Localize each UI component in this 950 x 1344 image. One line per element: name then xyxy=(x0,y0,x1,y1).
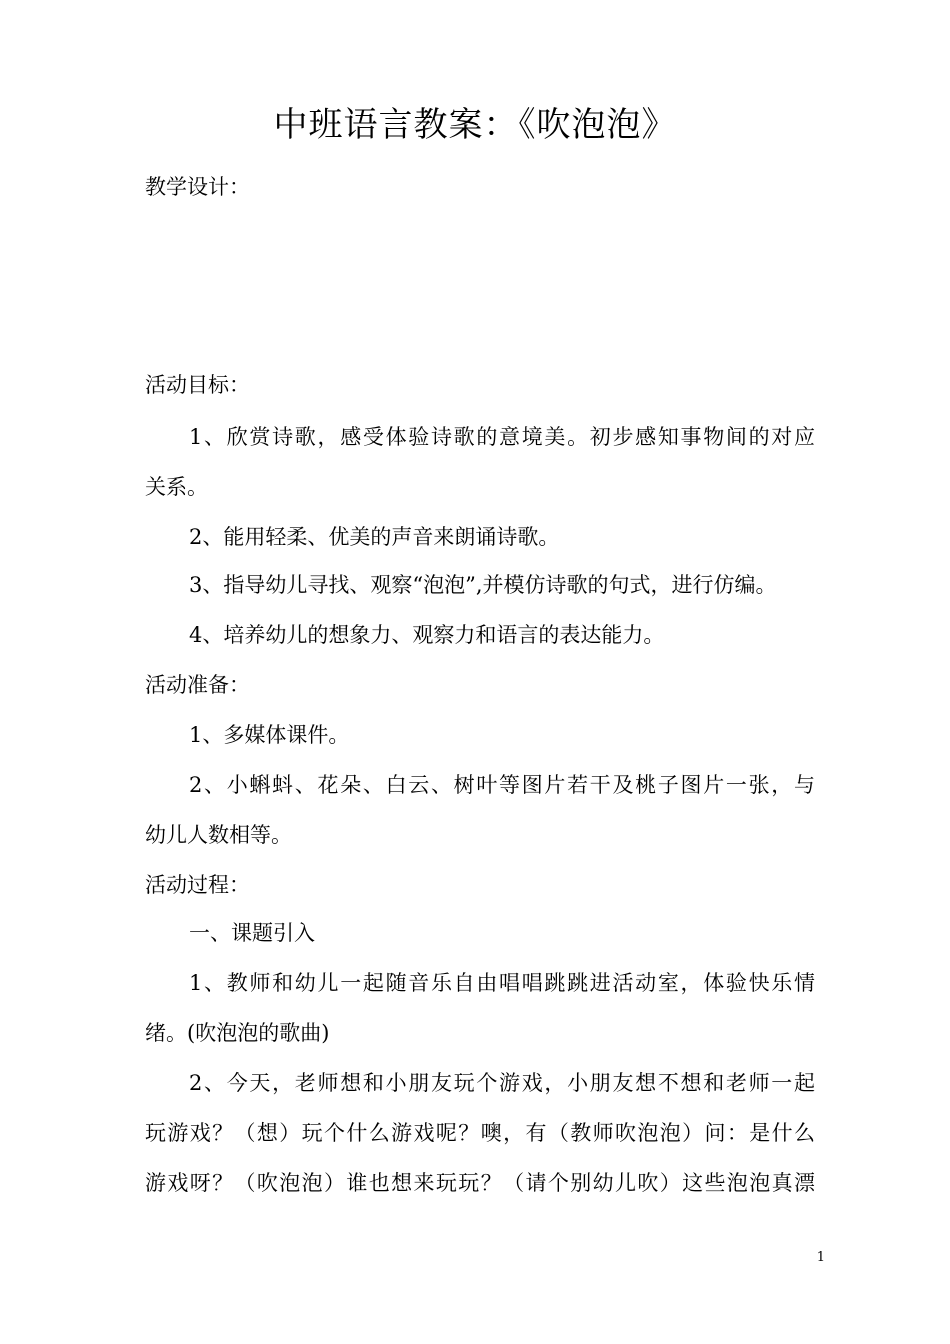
paragraph-line: 2、小蝌蚪、花朵、白云、树叶等图片若干及桃子图片一张，与 xyxy=(189,773,815,797)
subsection-heading: 一、课题引入 xyxy=(189,921,315,945)
section-heading-process: 活动过程： xyxy=(145,873,250,897)
paragraph-line: 1、欣赏诗歌，感受体验诗歌的意境美。初步感知事物间的对应 xyxy=(189,425,815,449)
page-number: 1 xyxy=(816,1250,825,1265)
paragraph-line: 2、能用轻柔、优美的声音来朗诵诗歌。 xyxy=(189,525,560,549)
paragraph-line: 4、培养幼儿的想象力、观察力和语言的表达能力。 xyxy=(189,623,665,647)
paragraph-line: 2、今天，老师想和小朋友玩个游戏，小朋友想不想和老师一起 xyxy=(189,1071,815,1095)
paragraph-line: 关系。 xyxy=(145,475,208,499)
paragraph-line: 绪。(吹泡泡的歌曲) xyxy=(145,1021,330,1045)
section-heading-preparation: 活动准备： xyxy=(145,673,250,697)
paragraph-line: 游戏呀？（吹泡泡）谁也想来玩玩？（请个别幼儿吹）这些泡泡真漂 xyxy=(145,1171,815,1195)
paragraph-line: 1、多媒体课件。 xyxy=(189,723,350,747)
paragraph-line: 3、指导幼儿寻找、观察“泡泡”,并模仿诗歌的句式，进行仿编。 xyxy=(189,573,777,597)
paragraph-line: 1、教师和幼儿一起随音乐自由唱唱跳跳进活动室，体验快乐情 xyxy=(189,971,815,995)
paragraph-line: 幼儿人数相等。 xyxy=(145,823,292,847)
document-title: 中班语言教案：《吹泡泡》 xyxy=(273,105,677,145)
section-heading-objectives: 活动目标： xyxy=(145,373,250,397)
paragraph-line: 玩游戏？（想）玩个什么游戏呢？噢，有（教师吹泡泡）问：是什么 xyxy=(145,1121,815,1145)
section-heading-teaching-design: 教学设计： xyxy=(145,175,250,199)
